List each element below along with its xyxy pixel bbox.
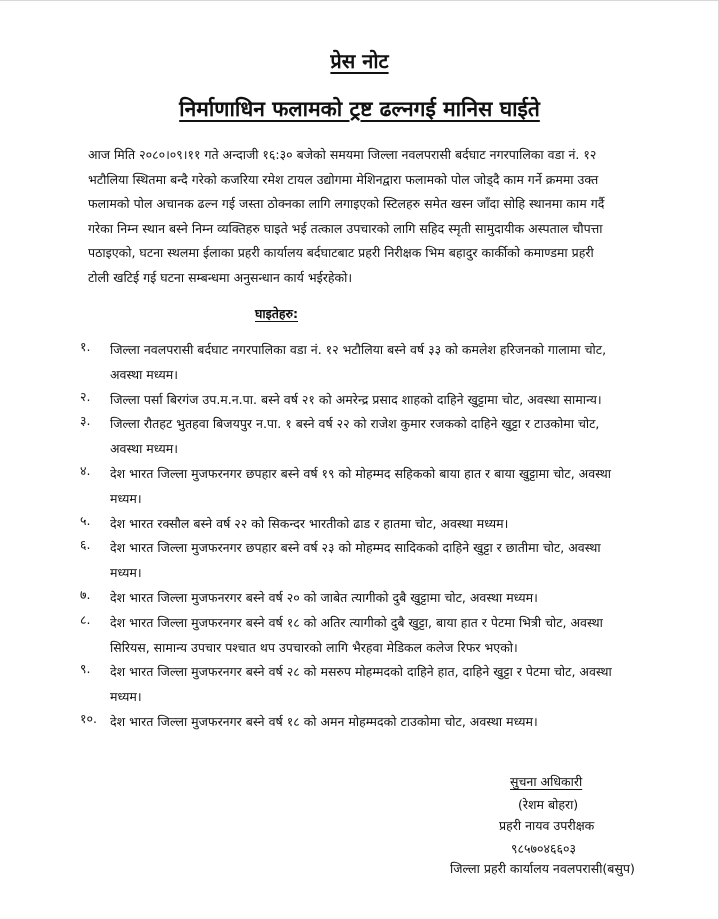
list-item-text: मध्यम।: [110, 565, 142, 581]
list-item: [80, 586, 670, 611]
list-item: [80, 536, 670, 586]
list-item: [80, 611, 670, 661]
list-item-number: ५.: [80, 512, 91, 528]
list-item: [80, 710, 670, 735]
signatory-name: (रेशम बोहरा): [518, 797, 579, 812]
intro-line: टोली खटिई गई घटना सम्बन्धमा अनुसन्धान कार्य भईरहेको।: [88, 269, 353, 285]
list-item-number: ३.: [80, 413, 91, 429]
signatory-office: जिल्ला प्रहरी कार्यालय नवलपरासी(बसुप): [450, 861, 635, 876]
list-item-text: देश भारत जिल्ला मुजफरनगर छपहार बस्ने वर्ष १९ को मोहम्मद सहिकको बाया हात र बाया खुट्टामा चोट, अवस्था: [110, 465, 611, 481]
list-item: [80, 512, 670, 537]
signatory-phone: ९८५७०४६६०३: [511, 841, 577, 856]
list-item-text: देश भारत जिल्ला मुजफरनगर छपहार बस्ने वर्ष २३ को मोहम्मद सादिकको दाहिने खुट्टा र छातीमा चोट, अवस्था: [110, 540, 601, 556]
intro-line: पठाइएको, घटना स्थलमा ईलाका प्रहरी कार्यालय बर्दघाटबाट प्रहरी निरीक्षक भिम बहादुर कार्कीको कमाण्डमा प्रहरी: [88, 245, 594, 261]
list-item-text: जिल्ला पर्सा बिरगंज उप.म.न.पा. बस्ने वर्ष २१ को अमरेन्द्र प्रसाद शाहको दाहिने खुट्टामा चोट, अवस्था सामान्य।: [110, 391, 602, 407]
list-item: [80, 338, 670, 388]
list-item-number: १.: [80, 339, 91, 354]
document-subtitle: निर्माणाधिन फलामको ट्रष्ट ढल्नगई मानिस घाईते: [179, 97, 540, 121]
list-item-number: ६.: [80, 537, 91, 553]
document-title: प्रेस नोट: [330, 49, 389, 73]
list-item-number: ७.: [80, 586, 91, 602]
list-item-text: अवस्था मध्यम।: [110, 366, 178, 382]
list-item-text: जिल्ला नवलपरासी बर्दघाट नगरपालिका वडा नं. १२ भटौलिया बस्ने वर्ष ३३ को कमलेश हरिजनको गालामा चोट,: [110, 342, 607, 357]
list-item-text: देश भारत जिल्ला मुजफरनगर बस्ने वर्ष २८ को मसरुप मोहम्मदको दाहिने हात, दाहिने खुट्टा र पेटमा चोट, अवस्था: [110, 664, 612, 680]
intro-paragraph: [88, 143, 656, 291]
list-item-text: देश भारत रक्सौल बस्ने वर्ष २२ को सिकन्दर भारतीको ढाड र हातमा चोट, अवस्था मध्यम।: [110, 515, 509, 531]
list-item-text: देश भारत जिल्ला मुजफनरगर बस्ने वर्ष २० को जाबेत त्यागीको दुबै खुट्टामा चोट, अवस्था मध्यम।: [110, 589, 538, 605]
intro-line: आज मिति २०८०।०९।११ गते अन्दाजी १६:३० बजेको समयमा जिल्ला नवलपरासी बर्दघाट नगरपालिका वडा नं. १२: [88, 147, 597, 162]
list-item: [80, 412, 670, 462]
list-item: [80, 388, 670, 413]
list-item-text: मध्यम।: [110, 490, 142, 506]
injured-list: [80, 338, 670, 735]
list-item-text: सिरियस, सामान्य उपचार पश्चात थप उपचारको लागि भैरहवा मेडिकल कलेज रिफर भएको।: [110, 639, 518, 655]
list-item-text: जिल्ला रौतहट भुतहवा बिजयपुर न.पा. १ बस्ने वर्ष २२ को राजेश कुमार रजकको दाहिने खुट्टा र टाउकोमा चोट,: [110, 416, 600, 432]
injured-heading: घाइतेहरु:: [255, 306, 298, 321]
list-item-text: अवस्था मध्यम।: [110, 441, 178, 457]
list-item-text: देश भारत जिल्ला मुजफरनगर बस्ने वर्ष १८ को अमन मोहम्मदको टाउकोमा चोट, अवस्था मध्यम।: [110, 713, 538, 729]
list-item-number: ४.: [80, 462, 91, 478]
intro-line: भटौलिया स्थितमा बन्दै गरेको कजरिया रमेश टायल उद्योगमा मेशिनद्वारा फलामको पोल जोड्दै काम गर्ने क्रममा उक्त: [88, 171, 599, 187]
signatory-rank: प्रहरी नायव उपरीक्षक: [499, 818, 595, 833]
intro-line: फलामको पोल अचानक ढल्न गई जस्ता ठोक्नका लागि लगाइएको स्टिलहरु समेत खस्न जाँदा सोहि स्थानमा काम गर्दै: [88, 196, 605, 212]
list-item-number: ८.: [80, 611, 91, 627]
list-item: [80, 660, 670, 710]
list-item-text: देश भारत जिल्ला मुजफरनगर बस्ने वर्ष १८ को अतिर त्यागीको दुबै खुट्टा, बाया हात र पेटमा भित्री चोट, अवस्था: [110, 614, 603, 630]
list-item-number: २.: [80, 388, 91, 404]
list-item-number: ९.: [80, 661, 91, 677]
list-item: [80, 462, 670, 512]
intro-line: गरेका निम्न स्थान बस्ने निम्न व्यक्तिहरु घाइते भई तत्काल उपचारको लागि सहिद स्मृती सामुदायीक अस्पताल चौपत्ता: [88, 220, 603, 236]
list-item-number: १०.: [80, 710, 97, 726]
signatory-role: सुचना अधिकारी: [510, 774, 583, 789]
list-item-text: मध्यम।: [110, 689, 142, 705]
